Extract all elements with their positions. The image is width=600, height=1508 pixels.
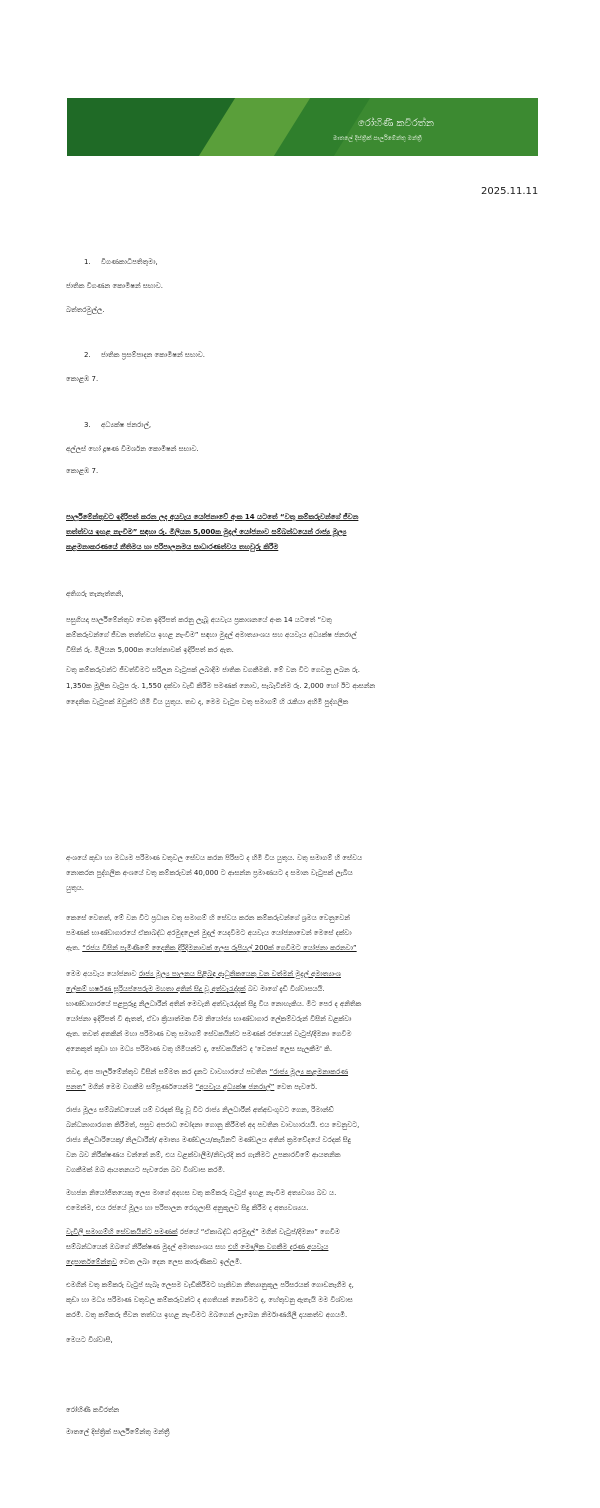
paragraph-line: භාණ්ඩාගාරයේ පළපුරුදු නිලධාරීන් අතින් මෙවැනි අත්වැරැද්දක් සිදු විය නොහැකිය. මීට පෙර ද අනිතික [66, 1000, 362, 1008]
paragraph-line: යුතුය. [66, 884, 84, 892]
paragraph-line: අනෙකුත් කුඩා හා මධ්‍ය පරිමාණ වතු හිමියන්ට ද, සේවකයින්ට ද 'වෙනස් ලෙස සැලකීම' කි. [66, 1045, 333, 1053]
addressee-line: අධ්‍යක්ෂ ජනරාල්, [101, 421, 152, 429]
subject-line: පාර්ලිමේන්තුවට ඉදිරිපත් කරන ලද අයවැය යෝජනාවේ අංක 14 යටතේ “වතු කම්කරුවන්ගේ ජීවන [66, 513, 359, 521]
salutation: අතිගරු තැනැත්තනි, [66, 590, 124, 598]
addressee-number: 2. [84, 351, 91, 359]
paragraph-line: දෙපාර්තමේන්තුව වෙත ලබා දෙන ලෙස කාරුණිකව ඉල්ලමි. [66, 1258, 242, 1266]
paragraph-line: යෝජනා ඉදිරිපත් වී ඇතත්, ඒවා ක්‍රියාත්මක වීම නියෝජ්‍ය භාණ්ඩාගාර ලේකම්වරුන් විසින් වළක්වා [66, 1015, 352, 1023]
addressee-number: 1. [84, 258, 91, 266]
paragraph-line: පමණක් භාණ්ඩාගාරයේ ඒකාබද්ධ අරමුදලෙන් මුදල් යෙදවීමට අයවැය යෝජනාවෙන් මෙසේ දක්වා [66, 929, 352, 937]
addressee-line: ජාතික විගණන කොමිෂන් සභාව. [66, 282, 163, 290]
paragraph-line: 1,350ක මූලික වැටුප රු. 1,550 දක්වා වැඩි කිරීම පමණක් නොව, සැබැවින්ම රු. 2,000 හෝ ඊට ආසන්න [66, 682, 376, 690]
paragraph-line: වන බව නිරීක්ෂණය වන්නේ නම්, එය වළක්වාලීම/නිවැරදි කර ගැනීමට උපකාරවීමේ ආයතනික [66, 1151, 341, 1159]
paragraph-line: අංශයේ කුඩා හා මධ්‍යම පරිමාණ වතුවල සේවය කරන පිරිසට ද හිමි විය යුතුය. වතු සමාගම් හි සේවය [66, 854, 363, 862]
paragraph-line: වැවිලි සමාගම්හි සේවකයින්ට පමණක් රජයේ “ඒකාබද්ධ අරමුදල්” මගින් වැටුප්/දීමනා” ගෙවීම [66, 1228, 340, 1236]
paragraph-line: සම්බන්ධයෙන් ඔබගේ නිරීක්ෂණ මුදල් අමාත්‍යාංශය සහ එහි මෞලික වගකීම දරණ අයවැය [66, 1243, 329, 1251]
header-banner [67, 98, 538, 156]
addressee-line: කොළඹ 7. [66, 375, 99, 383]
addressee-line: කොළඹ 7. [66, 467, 99, 475]
addressee-line: ජාතික ප්‍රසම්පාදන කොමිෂන් සභාව. [101, 351, 206, 359]
paragraph-line: රාජ්‍ය මූල්‍ය සම්බන්ධයෙන් යම් වරදක් සිදු වූ විට රාජ්‍ය නිලධාරීන් අත්අඩංගුවට ගෙන, රිමාන්ඩ් [66, 1106, 334, 1114]
paragraph-line: කරමි. වතු කම්කරු ජීවන තත්වය ඉහළ නැංවීමට ඔබගෙන් ලැබෙන නිර්මාණශීලී දායකත්ව අගයමි. [66, 1311, 348, 1319]
addressee-line: අල්ලස් හෝ දූෂණ විමර්ශන කොමිෂන් සභාව. [66, 445, 199, 453]
header-name: රෝහිණී කවිරත්න [358, 118, 435, 129]
paragraph-line: වගකීමක් ඔබ ආයතනයට පැවරෙන බව විශ්වාස කරමි. [66, 1166, 225, 1174]
closing: මෙයට විශ්වාසී, [66, 1336, 113, 1344]
addressee-number: 3. [84, 421, 91, 429]
emphasis-quote: “රජය විසින් පැමිණීමේ දෛනික දිරිදීමනාවක් ලෙස රුපියල් 200ක් ගෙවීමට යෝජනා කරනවා” [82, 944, 357, 952]
paragraph-line: පනත” මගින් මෙම වගකීම සම්පූර්ණයෙන්ම “අයවැය අධ්‍යක්ෂ ජනරාල්” වෙත පැවරේ. [66, 1083, 318, 1091]
paragraph-line: තවද, අප පාර්ලිමේන්තුව විසින් සම්මත කර දැනට වාවහාරයේ පවතින “රාජ්‍ය මූල්‍ය කළමනාකරණ [66, 1068, 349, 1076]
paragraph-line: මහජන නියෝජිතයෙකු ලෙස මාගේ අදහස වතු කම්කරු වැටුප් ඉහළ නැංවීම අත්‍යවශ්‍ය බව ය. [66, 1189, 337, 1197]
addressee-line: විගණකාධිපතිතුමා, [101, 258, 158, 266]
paragraph-line: දෛනික වැටුපක් ඔවුන්ට හිමි විය යුතුය. තව ද, මෙම වැටුප වතු සමාගම් හි රැකියා අහිමි පුද්ගලික [66, 698, 349, 706]
paragraph-line: මෙම අයවැය යෝජනාව රාජ්‍ය මූල්‍ය පාලනය පිළිබඳ ආධුනිකයෙකු වන වත්මන් මුදල් අමාත්‍යාංශ [66, 970, 341, 978]
paragraph-line: ඇත. තවත් අතකින් මහා පරිමාණ වතු සමාගම් සේවකයින්ට පමණක් රජයෙන් වැටුප්/දීමනා ගෙවීම [66, 1030, 352, 1038]
paragraph-line: ලේකම් හර්ෂණ සූරියප්පෙරුම මහතා අතින් සිදු වූ අත්වැරැද්දක් බව මාගේ දැඩි විශ්වාසයයි. [66, 985, 325, 993]
paragraph-line: එමෙන්ම, එය රජයේ මූල්‍ය හා පරිපාලන රෙගුලාසි අනුකූලව සිදු කිරීම ද අත්‍යවශ්‍යය. [66, 1204, 309, 1212]
paragraph-line: එමගින් වතු කම්කරු වැටුප් සැබෑ ලෙසම වැඩිකිරීමට හැකිවන නීත්‍යානුකූල පරිසරයක් ගොඩනැගීම ද, [66, 1281, 354, 1289]
paragraph-line: විසින් රු. මිලියන 5,000ක යෝජනාවක් ඉදිරිපත් කර ඇත. [66, 646, 234, 654]
paragraph-line: ඇත. “රජය විසින් පැමිණීමේ දෛනික දිරිදීමනාවක් ලෙස රුපියල් 200ක් ගෙවීමට යෝජනා කරනවා” [66, 944, 357, 952]
paragraph-line: කම්කරුවන්ගේ ජීවන තත්ත්වය ඉහළ නැංවීම” සඳහා මුදල් අමාත්‍යාංශය සහ අයවැය අධ්‍යක්ෂ ජනරාල් [66, 631, 357, 639]
subject-line: කළමනාකරණයේ නීතිමය හා පරිපාලනමය සාධාරණත්වය තහවුරු කිරීම [66, 543, 279, 551]
paragraph-line: කුඩා හා මධ්‍ය පරිමාණ වතුවල කම්කරුවන්ට ද අගතියක් නොවීමට ද, හේතුවනු ඇතැයි මම විශ්වාස [66, 1296, 353, 1304]
paragraph-line: නොකරන පුද්ගලික අංශයේ වතු කම්කරුවන් 40,000 ට ආසන්න ප්‍රමාණයට ද සමාන වැටුපක් ලැබිය [66, 869, 353, 877]
signature-title: මාතලේ දිස්ත්‍රික් පාර්ලිමේන්තු මන්ත්‍රී [66, 1428, 170, 1436]
subject-line: තත්ත්වය ඉහළ නැංවීම” සඳහා රු. මිලියන 5,000ක මුදල් යෝජනාව සම්බන්ධයෙන් රාජ්‍ය මූල්‍ය [66, 528, 347, 536]
signature-name: රෝහිණී කවිරත්න [66, 1406, 120, 1414]
addressee-line: බත්තරමුල්ල. [66, 306, 105, 314]
paragraph-line: පසුගියදා පාර්ලිමේන්තුව වෙත ඉදිරිපත් කරනු ලැබූ අයවැය ප්‍රකාශනයේ අංක 14 යටතේ “වතු [66, 616, 332, 624]
paragraph-line: කෙසේ වෙතත්, මේ වන විට ප්‍රධාන වතු සමාගම් හි සේවය කරන කම්කරුවන්ගේ ශ්‍රමය වෙනුවෙන් [66, 914, 350, 922]
paragraph-line: රාජ්‍ය නිලධාරියෙකු/ නිලධාරීන්/ අමාත්‍ය මණ්ඩලය/කැබිනට් මණ්ඩලය අතින් ක්‍රමවේදයේ වරදක් සිදු [66, 1136, 351, 1144]
header-title: මාතලේ දිස්ත්‍රික් පාර්ලිමේන්තු මන්ත්‍රී [333, 135, 422, 142]
paragraph-line: බන්ධනාගාරගත කිරීමත්, පසුව අපරාධ චෝදනා ගොනු කිරීමත් අද පවතින වාවහාරයයි. එය වෙනුවට, [66, 1121, 360, 1129]
paragraph-line: වතු කම්කරුවන්ට ජීවත්වීමට සරිලන වැටුපක් ලබාදීම ජාතික වගකීමකි. මේ වන විට ගෙවනු ලබන රු. [66, 666, 360, 674]
letter-date: 2025.11.11 [481, 186, 539, 197]
